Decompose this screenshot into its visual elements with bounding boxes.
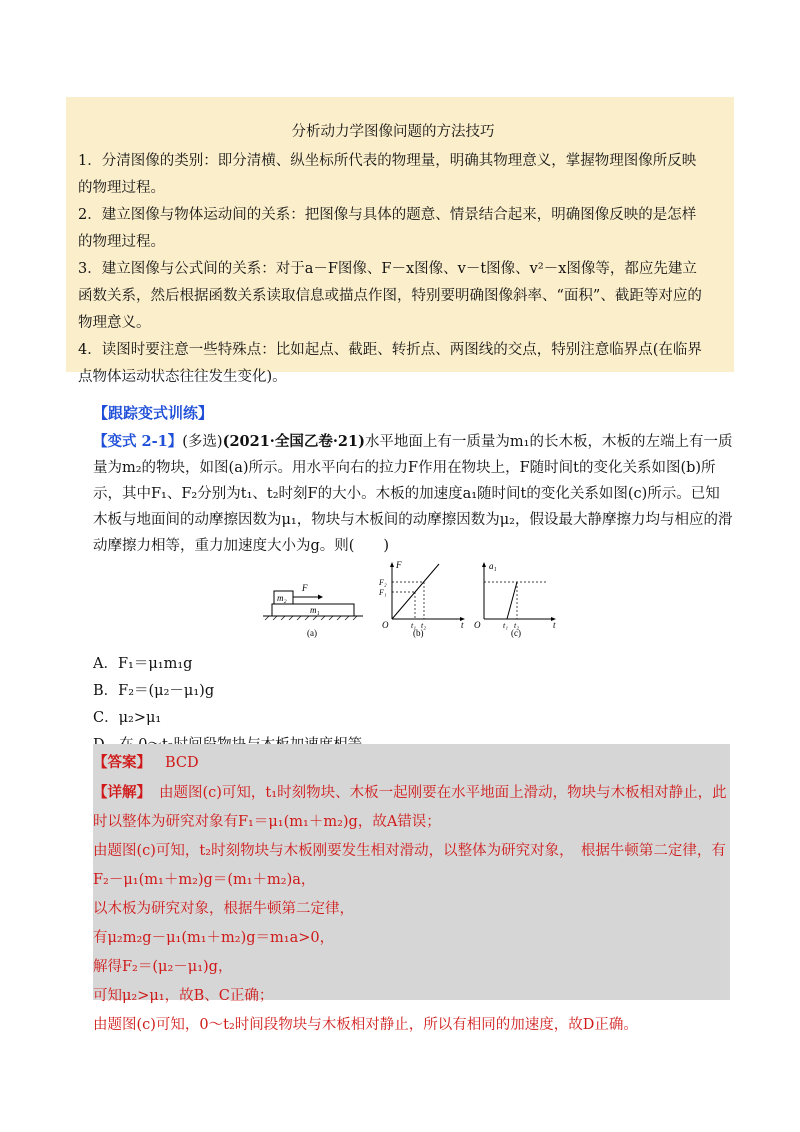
figure-c [474,561,556,638]
option-b: B．F₂＝(μ₂－μ₁)g [93,683,215,699]
detail-line-5: 解得F₂＝(μ₂－μ₁)g， [93,959,233,975]
c-accel-line-slope [507,582,517,619]
b-force-line [392,564,439,619]
tips-item-3: 3．建立图像与公式间的关系：对于a－F图像、F－x图像、v－t图像、v²－x图像等，都应先建立函数关系，然后根据函数关系读取信息或描点作图，特别要明确图像斜率、“面积”、截距等对应的物理意义。 [78,261,702,331]
tips-item-1: 1．分清图像的类别：即分清横、纵坐标所代表的物理量，明确其物理意义，掌握物理图像所反映的物理过程。 [78,153,697,196]
method-tips-box [66,97,734,385]
b-origin-label: O [382,620,389,630]
block-label: m₂ [277,593,287,603]
caption-b: (b) [413,628,424,638]
c-x-tick-t2: t₂ [514,621,520,630]
answer-box [93,744,730,1033]
detail-line-4: 有μ₂m₂g－μ₁(m₁＋m₂)g＝m₁a>0， [93,930,335,946]
b-x-tick-t2: t₂ [421,621,427,630]
b-x-axis-label: t [461,620,464,630]
figure-a [263,583,363,638]
caption-c: (c) [511,628,521,638]
problem-tag: 【变式 2-1】 [93,433,183,450]
b-x-tick-t1: t₁ [411,621,417,630]
answer-options [93,651,362,759]
caption-a: (a) [307,628,317,638]
b-y-axis-label: F [396,560,402,570]
option-a: A．F₁＝μ₁m₁g [93,656,193,672]
answer-value: BCD [165,755,199,771]
detail-line-7: 由题图(c)可知，0～t₂时间段物块与木板相对静止，所以有相同的加速度，故D正确。 [93,1017,638,1033]
detail-label: 【详解】 [93,784,151,801]
b-y-tick-F1: F₁ [379,588,387,597]
answer-label: 【答案】 [93,754,151,771]
detail-line-3: 以木板为研究对象，根据牛顿第二定律， [93,901,354,917]
b-y-tick-F2: F₂ [379,578,387,587]
detail-line-2: 由题图(c)可知，t₂时刻物块与木板刚要发生相对滑动，以整体为研究对象， 根据牛顿第二定律，有F₂－μ₁(m₁＋m₂)g＝(m₁＋m₂)a， [93,843,726,888]
problem-stem [93,429,733,559]
detail-line-1: 由题图(c)可知，t₁时刻物块、木板一起刚要在水平地面上滑动，物块与木板相对静止，此时以整体为研究对象有F₁＝μ₁(m₁＋m₂)g，故A错误； [93,785,727,830]
detail-line-6: 可知μ₂>μ₁，故B、C正确； [93,988,274,1004]
tips-title: 分析动力学图像问题的方法技巧 [291,124,495,140]
figure-b [378,560,465,638]
problem-type: (多选) [182,434,223,450]
c-x-axis-label: t [553,620,556,630]
section-label: 【跟踪变式训练】 [93,404,214,422]
tips-item-4: 4．读图时要注意一些特殊点：比如起点、截距、转折点、两图线的交点，特别注意临界点(在临界点物体运动状态往往发生变化)。 [78,342,702,385]
tips-item-2: 2．建立图像与物体运动间的关系：把图像与具体的题意、情景结合起来，明确图像反映的是怎样的物理过程。 [78,207,697,250]
problem-source: (2021·全国乙卷·21) [222,433,365,450]
force-label: F [302,583,308,593]
board-label: m₁ [310,605,320,615]
option-c: C．μ₂>μ₁ [93,710,162,726]
problem-text: 水平地面上有一质量为m₁的长木板，木板的左端上有一质量为m₂的物块，如图(a)所示。用水平向右的拉力F作用在物块上，F随时间t的变化关系如图(b)所示，其中F₁、F₂分别为t₁、t₂时刻F的大小。木板的加速度a₁随时间t的变化关系如图(c)所示。已知木板与地面间的动摩擦因数为μ₁，物块与木板间的动摩擦因数为μ₂，假设最大静摩擦力均与相应的滑动摩擦力相等，重力加速度大小为g。则( ) [93,434,733,554]
c-origin-label: O [474,620,481,630]
c-y-axis-label: a₁ [489,561,497,571]
problem-figure [255,555,565,655]
c-x-tick-t1: t₁ [503,621,509,630]
